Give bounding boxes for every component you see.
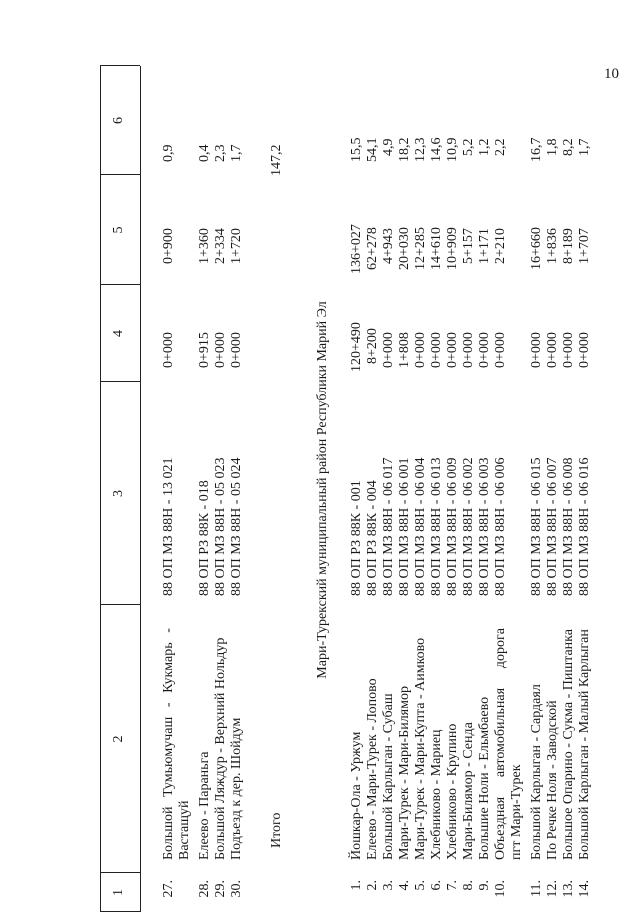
road-name: Йошкар-Ола - Уржум xyxy=(349,731,364,860)
road-name: Большой Тумьюмучаш - Кукмарь - xyxy=(161,628,176,860)
km-end: 1+836 xyxy=(545,228,560,264)
total-value: 147,2 xyxy=(269,144,284,176)
road-code: 88 ОП МЗ 88Н - 06 008 xyxy=(561,457,576,596)
road-name: Мари-Билямор - Сенда xyxy=(461,722,476,860)
road-name: Большой Ляждур - Верхний Нольдур xyxy=(213,637,228,860)
road-name: Объездная автомобильная дорога xyxy=(493,628,508,860)
length: 18,2 xyxy=(397,137,412,162)
road-name: Большие Ноли - Ельмбаево xyxy=(477,696,492,860)
row-number: 4. xyxy=(397,880,412,891)
length: 15,5 xyxy=(349,137,364,162)
km-end: 8+189 xyxy=(561,228,576,264)
row-number: 27. xyxy=(161,880,176,898)
road-code: 88 ОП МЗ 88Н - 06 004 xyxy=(413,457,428,596)
km-end: 1+171 xyxy=(477,228,492,264)
km-end: 20+030 xyxy=(397,227,412,270)
row-number: 10. xyxy=(493,880,508,898)
length: 1,2 xyxy=(477,138,492,156)
km-end: 10+909 xyxy=(445,227,460,270)
length: 2,2 xyxy=(493,138,508,156)
km-end: 5+157 xyxy=(461,228,476,264)
road-code: 88 ОП МЗ 88Н - 06 015 xyxy=(529,457,544,596)
length: 2,3 xyxy=(213,144,228,162)
km-start: 0+000 xyxy=(545,332,560,368)
column-header: 3 xyxy=(111,490,126,497)
road-code: 88 ОП МЗ 88Н - 06 003 xyxy=(477,457,492,596)
row-number: 12. xyxy=(545,880,560,898)
road-code: 88 ОП МЗ 88Н - 05 023 xyxy=(213,457,228,596)
km-end: 1+720 xyxy=(229,228,244,264)
length: 1,8 xyxy=(545,138,560,156)
km-start: 0+000 xyxy=(477,332,492,368)
page-number: 10 xyxy=(604,66,619,82)
km-end: 14+610 xyxy=(429,227,444,270)
length: 1,7 xyxy=(577,138,592,156)
km-end: 136+027 xyxy=(349,224,364,274)
km-start: 8+200 xyxy=(365,328,380,364)
length: 5,2 xyxy=(461,138,476,156)
road-code: 88 ОП МЗ 88Н - 06 002 xyxy=(461,457,476,596)
road-name: Мари-Турек - Мари-Билямор xyxy=(397,686,412,860)
km-start: 0+000 xyxy=(493,332,508,368)
km-end: 1+707 xyxy=(577,228,592,264)
road-name: По Речке Ноля - Заводской xyxy=(545,700,560,860)
km-end: 2+334 xyxy=(213,228,228,264)
section-title: Мари-Турекский муниципальный район Республики Марий Эл xyxy=(315,301,330,679)
km-start: 120+490 xyxy=(349,322,364,372)
km-start: 0+000 xyxy=(213,332,228,368)
row-number: 28. xyxy=(197,880,212,898)
km-start: 0+915 xyxy=(197,332,212,368)
column-header: 5 xyxy=(111,226,126,234)
road-code: 88 ОП МЗ 88Н - 06 016 xyxy=(577,457,592,596)
road-name: Большое Опарино - Сукма - Пиштанка xyxy=(561,629,576,860)
length: 0,9 xyxy=(161,144,176,162)
row-number: 2. xyxy=(365,880,380,891)
row-number: 29. xyxy=(213,880,228,898)
column-header: 1 xyxy=(111,889,126,896)
road-name: Мари-Турек - Мари-Купта - Аимково xyxy=(413,637,428,860)
column-header: 6 xyxy=(111,117,126,124)
row-number: 3. xyxy=(381,880,396,891)
column-header: 4 xyxy=(111,330,126,337)
km-start: 0+000 xyxy=(161,332,176,368)
row-number: 9. xyxy=(477,880,492,891)
km-end: 12+285 xyxy=(413,227,428,270)
length: 12,3 xyxy=(413,137,428,162)
km-end: 4+943 xyxy=(381,228,396,264)
table-top-rule xyxy=(100,66,101,912)
km-start: 0+000 xyxy=(561,332,576,368)
road-code: 88 ОП МЗ 88Н - 06 001 xyxy=(397,457,412,596)
road-name: Хлебниково - Крупино xyxy=(445,723,460,860)
length: 10,9 xyxy=(445,137,460,162)
road-table xyxy=(100,60,592,920)
km-end: 1+360 xyxy=(197,228,212,264)
length: 8,2 xyxy=(561,138,576,156)
km-end: 16+660 xyxy=(529,227,544,270)
row-number: 8. xyxy=(461,880,476,891)
road-code: 88 ОП МЗ 88Н - 06 009 xyxy=(445,457,460,596)
km-start: 1+808 xyxy=(397,332,412,368)
length: 16,7 xyxy=(529,137,544,162)
km-end: 0+900 xyxy=(161,228,176,264)
total-label: Итого xyxy=(269,812,284,848)
row-number: 13. xyxy=(561,880,576,898)
road-name-cont: пгт Мари-Турек xyxy=(509,764,524,860)
road-code: 88 ОП МЗ 88Н - 06 006 xyxy=(493,457,508,596)
row-number: 11. xyxy=(529,880,544,897)
column-header: 2 xyxy=(111,735,126,743)
km-start: 0+000 xyxy=(577,332,592,368)
road-code: 88 ОП МЗ 88Н - 05 024 xyxy=(229,457,244,596)
length: 1,7 xyxy=(229,144,244,162)
road-name: Подъезд к дер. Шойдум xyxy=(229,717,244,860)
row-number: 30. xyxy=(229,880,244,898)
row-number: 14. xyxy=(577,880,592,898)
road-code: 88 ОП РЗ 88К - 004 xyxy=(365,480,380,596)
length: 54,1 xyxy=(365,137,380,162)
km-start: 0+000 xyxy=(461,332,476,368)
road-name: Елеево - Мари-Турек - Лопово xyxy=(365,678,380,860)
row-number: 6. xyxy=(429,880,444,891)
row-number: 1. xyxy=(349,880,364,891)
header-bottom-rule xyxy=(140,66,141,912)
road-name: Большой Карлыган - Субаш xyxy=(381,693,396,860)
length: 4,9 xyxy=(381,138,396,156)
road-name: Большой Карлыган - Малый Карлыган xyxy=(577,629,592,860)
road-code: 88 ОП МЗ 88Н - 06 007 xyxy=(545,457,560,596)
length: 0,4 xyxy=(197,144,212,162)
road-code: 88 ОП РЗ 88К - 018 xyxy=(197,480,212,596)
road-name-cont: Вастащуй xyxy=(177,800,192,860)
road-code: 88 ОП МЗ 88Н - 06 013 xyxy=(429,457,444,596)
road-code: 88 ОП МЗ 88Н - 06 017 xyxy=(381,457,396,596)
km-start: 0+000 xyxy=(445,332,460,368)
km-end: 62+278 xyxy=(365,227,380,270)
length: 14,6 xyxy=(429,137,444,162)
road-code: 88 ОП МЗ 88Н - 13 021 xyxy=(161,457,176,596)
km-end: 2+210 xyxy=(493,228,508,264)
km-start: 0+000 xyxy=(413,332,428,368)
road-name: Большой Карлыган - Сардаял xyxy=(529,684,544,860)
road-name: Елеево - Параньга xyxy=(197,751,212,860)
km-start: 0+000 xyxy=(229,332,244,368)
row-number: 7. xyxy=(445,880,460,891)
km-start: 0+000 xyxy=(529,332,544,368)
row-number: 5. xyxy=(413,880,428,891)
road-name: Хлебниково - Мариец xyxy=(429,729,444,860)
km-start: 0+000 xyxy=(381,332,396,368)
road-code: 88 ОП РЗ 88К - 001 xyxy=(349,480,364,596)
km-start: 0+000 xyxy=(429,332,444,368)
